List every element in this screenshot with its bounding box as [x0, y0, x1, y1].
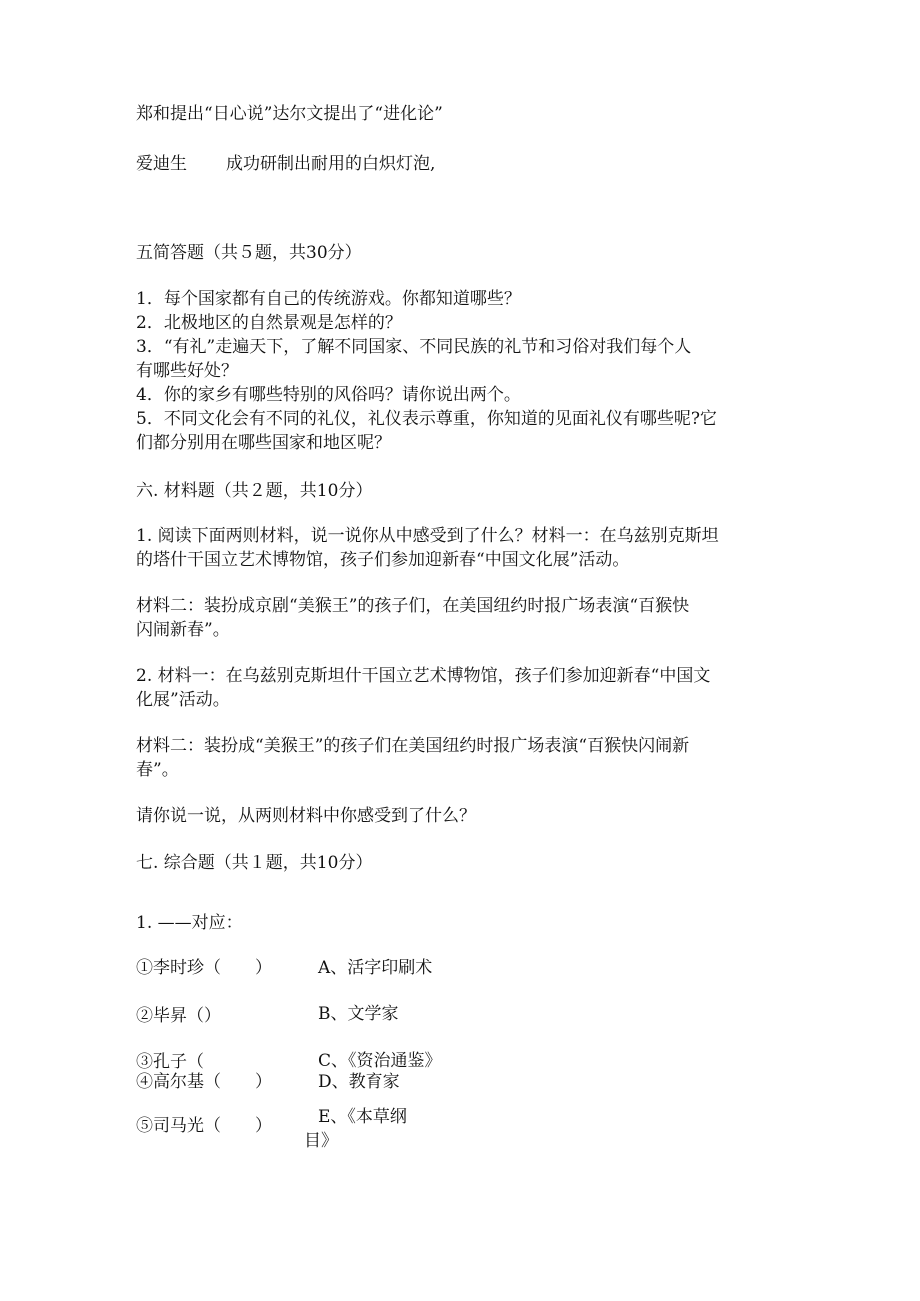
- material1-line2: 的塔什干国立艺术博物馆，孩子们参加迎新春“中国文化展”活动。: [136, 550, 630, 570]
- material2-question: 请你说一说，从两则材料中你感受到了什么？: [136, 806, 476, 826]
- section5-q3-line2: 有哪些好处？: [136, 361, 238, 381]
- section5-q5-line2: 们都分别用在哪些国家和地区呢？: [136, 433, 391, 453]
- section5-q2: 2．北极地区的自然景观是怎样的？: [136, 313, 402, 333]
- material2-line3: 材料二：装扮成“美猴王”的孩子们在美国纽约时报广场表演“百猴快闪闹新: [136, 736, 690, 756]
- section5-title: 五简答题（共５题，共30分）: [136, 243, 362, 263]
- match-right-e-line2: 目》: [304, 1131, 338, 1151]
- section5-q1: 1．每个国家都有自己的传统游戏。你都知道哪些？: [136, 289, 521, 309]
- match-right-b: B、文学家: [318, 1004, 399, 1024]
- section6-title: 六. 材料题（共２题，共10分）: [136, 481, 373, 501]
- match-left-3: ③孔子（: [136, 1052, 204, 1072]
- material1-line4: 闪闹新春”。: [136, 620, 230, 640]
- material2-line1: 2. 材料一：在乌兹别克斯坦什干国立艺术博物馆，孩子们参加迎新春“中国文: [136, 666, 711, 686]
- match-left-5: ⑤司马光（ ）: [136, 1116, 272, 1136]
- section5-q4: 4．你的家乡有哪些特别的风俗吗？请你说出两个。: [136, 385, 521, 405]
- top-line-1: 郑和提出“日心说”达尔文提出了“进化论”: [136, 104, 443, 124]
- match-left-2: ②毕昇（）: [136, 1006, 221, 1026]
- material2-line4: 春”。: [136, 760, 179, 780]
- section5-q5-line1: 5．不同文化会有不同的礼仪，礼仪表示尊重，你知道的见面礼仪有哪些呢?它: [136, 409, 717, 429]
- match-right-c: C、《资治通鉴》: [318, 1051, 442, 1071]
- material1-line1: 1. 阅读下面两则材料，说一说你从中感受到了什么？材料一：在乌兹别克斯坦: [136, 526, 719, 546]
- match-right-a: A、活字印刷术: [318, 958, 433, 978]
- section7-q1: 1. ——对应：: [136, 913, 243, 933]
- material1-line3: 材料二：装扮成京剧“美猴王”的孩子们，在美国纽约时报广场表演“百猴快: [136, 596, 690, 616]
- top-line-2-text: 成功研制出耐用的白炽灯泡,: [226, 154, 436, 174]
- match-right-d: D、教育家: [318, 1072, 400, 1092]
- match-right-e-line1: E、《本草纲: [318, 1107, 407, 1127]
- section7-title: 七. 综合题（共１题，共10分）: [136, 853, 373, 873]
- top-line-2-person: 爱迪生: [136, 154, 187, 174]
- section5-q3-line1: 3．“有礼”走遍天下，了解不同国家、不同民族的礼节和习俗对我们每个人: [136, 337, 692, 357]
- material2-line2: 化展”活动。: [136, 690, 230, 710]
- match-left-1: ①李时珍（ ）: [136, 958, 272, 978]
- match-left-4: ④高尔基（ ）: [136, 1072, 272, 1092]
